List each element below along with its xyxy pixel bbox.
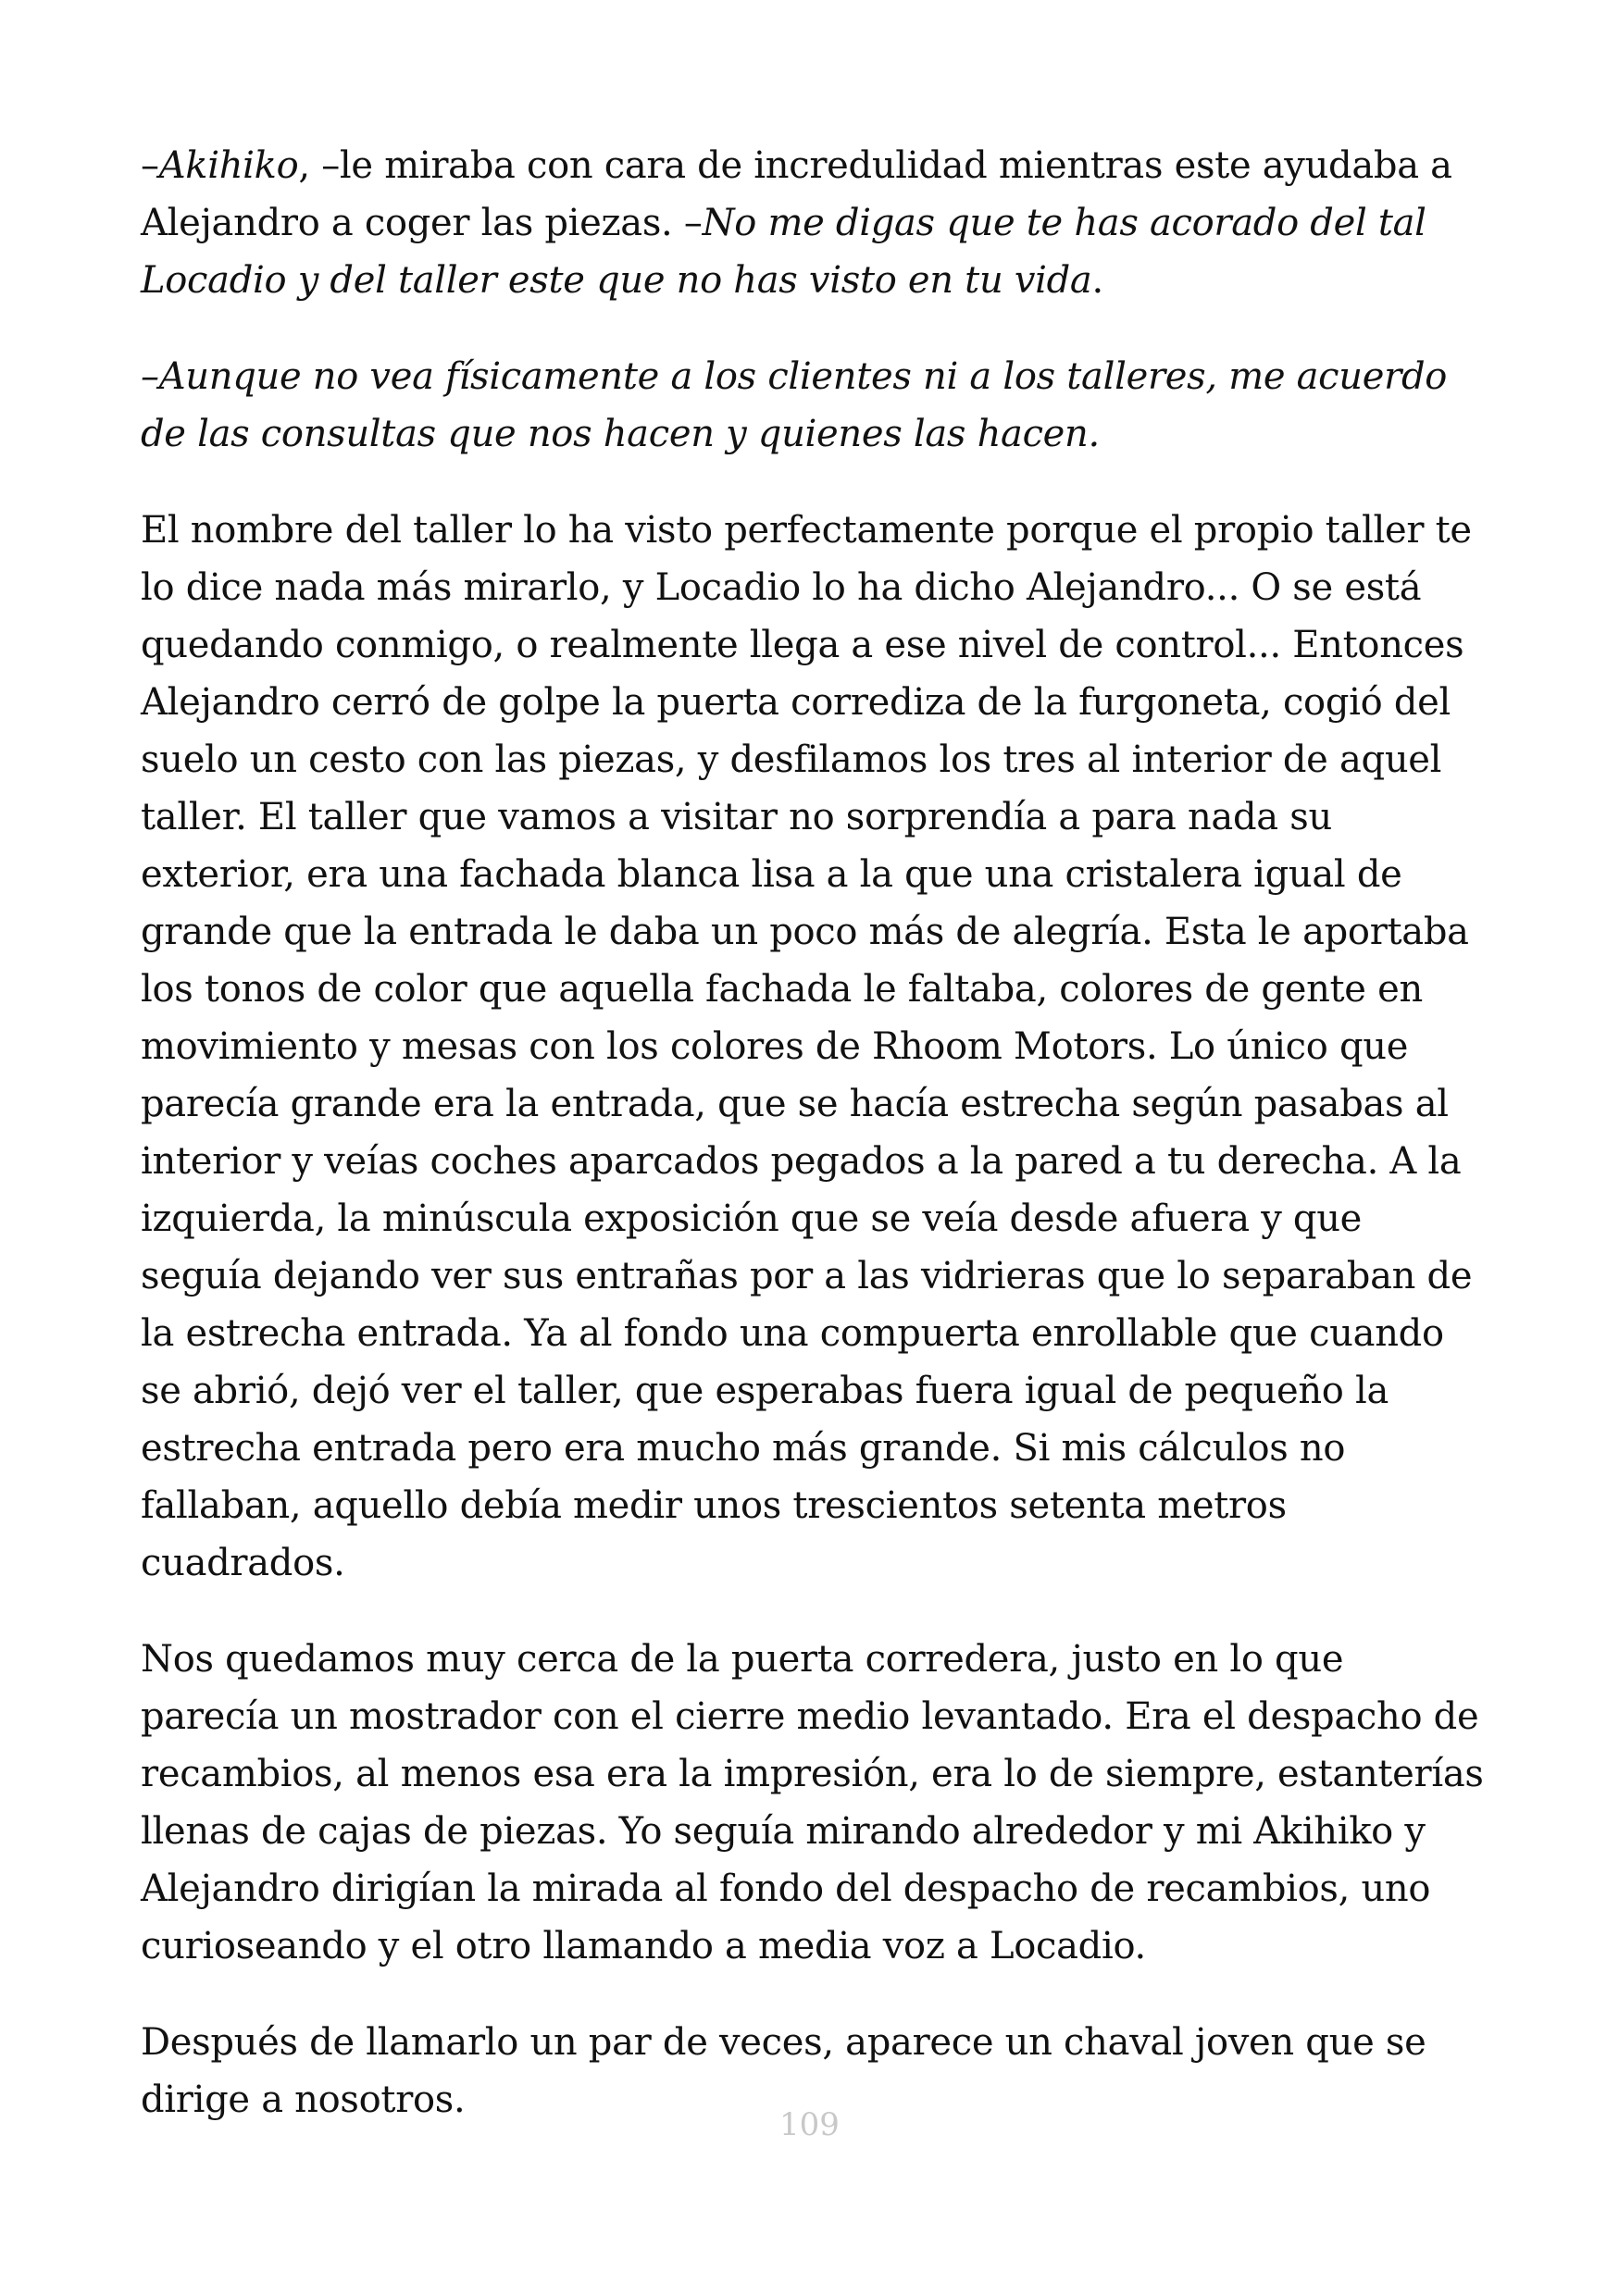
page-body [141,137,1492,2167]
dash: – [141,144,159,187]
paragraph-4: Nos quedamos muy cerca de la puerta corredera, justo en lo que parecía un mostrador con el cierre medio levantado. Era el despacho de recambios, al menos esa era la impresión, era lo de siempre, estanterías llenas de cajas de piezas. Yo seguía mirando alrededor y mi Akihiko y Alejandro dirigían la mirada al fondo del despacho de recambios, uno curioseando y el otro llamando a media voz a Locadio. [141,1638,1484,1967]
paragraph-2 [141,348,1492,463]
italic-name: Akihiko [158,144,299,187]
narration: , –le miraba con cara de incredulidad mientras este ayudaba a Alejandro a coger las piezas. – [141,144,1452,244]
paragraph-3: El nombre del taller lo ha visto perfectamente porque el propio taller te lo dice nada más mirarlo, y Locadio lo ha dicho Alejandro... O se está quedando conmigo, o realmente llega a ese nivel de control... Entonces Alejandro cerró de golpe la puerta corrediza de la furgoneta, cogió del suelo un cesto con las piezas, y desfilamos los tres al interior de aquel taller. El taller que vamos a visitar no sorprendía a para nada su exterior, era una fachada blanca lisa a la que una cristalera igual de grande que la entrada le daba un poco más de alegría. Esta le aportaba los tonos de color que aquella fachada le faltaba, colores de gente en movimiento y mesas con los colores de Rhoom Motors. Lo único que parecía grande era la entrada, que se hacía estrecha según pasabas al interior y veías coches aparcados pegados a la pared a tu derecha. A la izquierda, la minúscula exposición que se veía desde afuera y que seguía dejando ver sus entrañas por a las vidrieras que lo separaban de la estrecha entrada. Ya al fondo una compuerta enrollable que cuando se abrió, dejó ver el taller, que esperabas fuera igual de pequeño la estrecha entrada pero era mucho más grande. Si mis cálculos no fallaban, aquello debía medir unos trescientos setenta metros cuadrados. [141,509,1473,1584]
paragraph-1 [141,137,1492,309]
italic-dialogue: –Aunque no vea físicamente a los clientes ni a los talleres, me acuerdo de las consultas que nos hacen y quienes las hacen. [141,355,1448,455]
italic-dialogue: No me digas que te has acorado del tal Locadio y del taller este que no has visto en tu vida [141,202,1426,302]
page-number: 109 [779,2106,840,2143]
period: . [1091,259,1103,302]
paragraph-5: Después de llamarlo un par de veces, aparece un chaval joven que se dirige a nosotros. [141,2021,1426,2121]
